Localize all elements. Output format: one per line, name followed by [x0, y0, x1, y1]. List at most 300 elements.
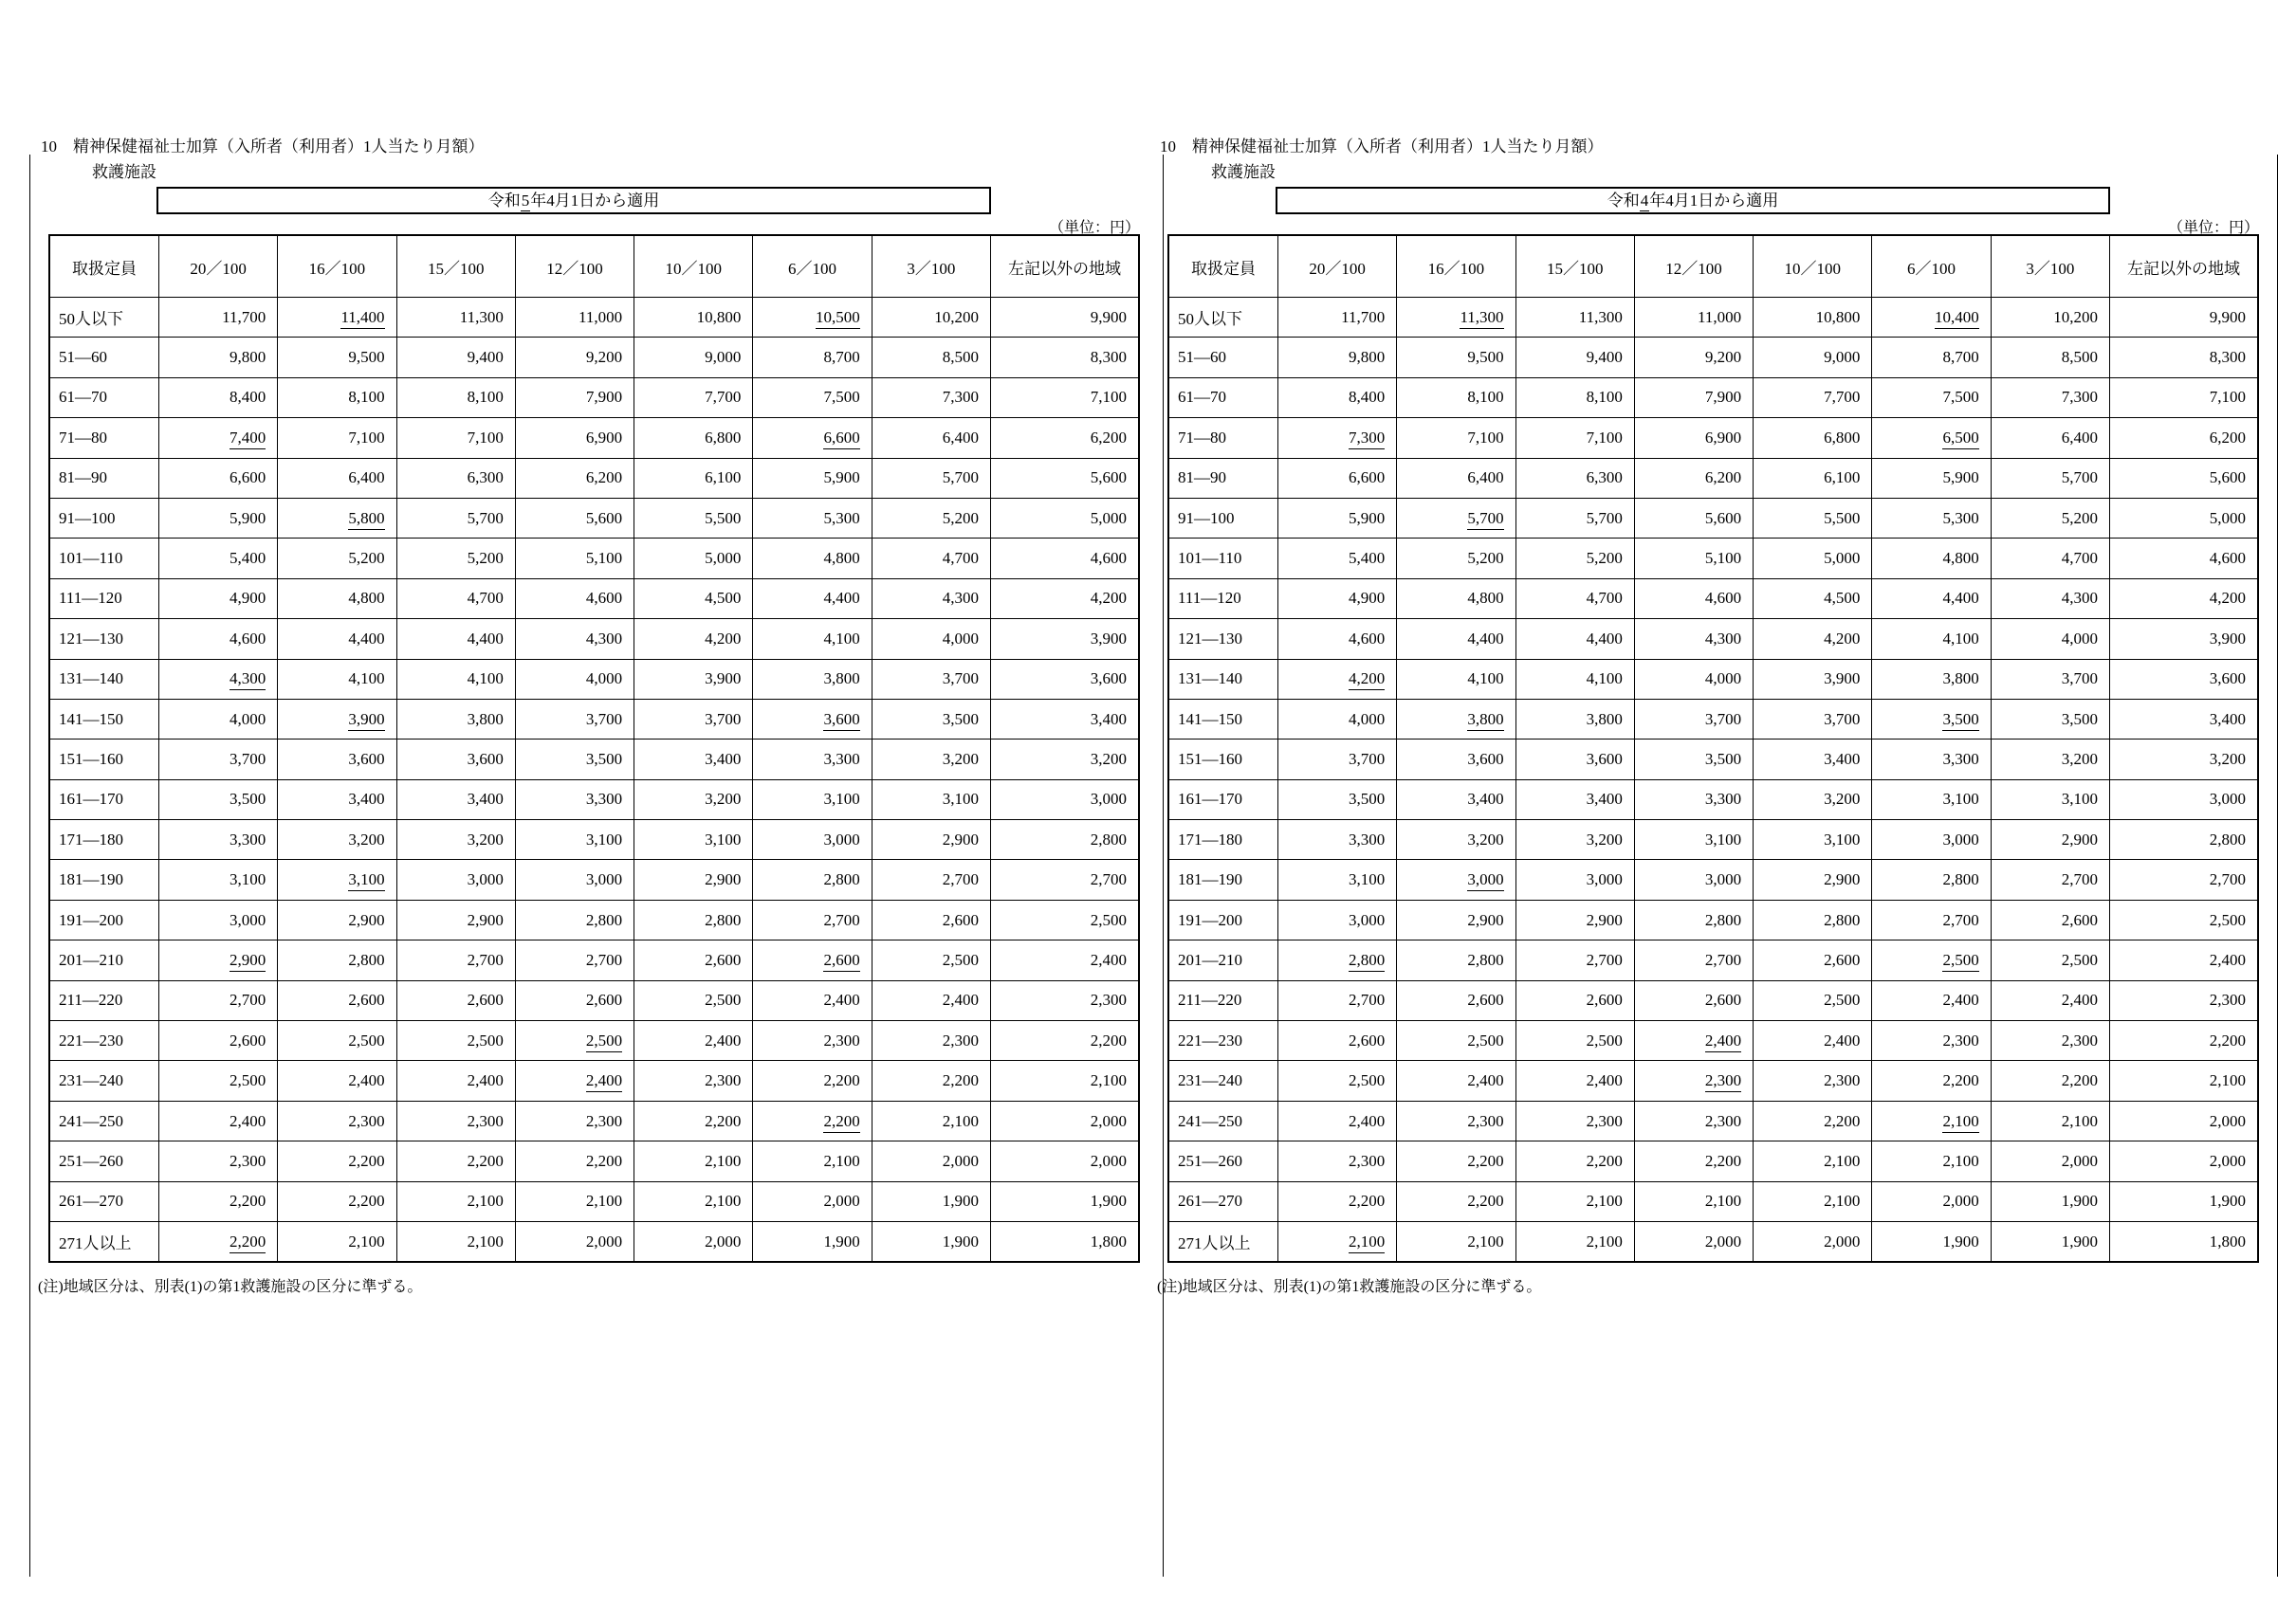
cell-value: 3,000 — [1872, 820, 1991, 860]
table-row — [1168, 1141, 2258, 1181]
cell-value: 2,100 — [753, 1141, 872, 1181]
row-label: 111—120 — [49, 578, 159, 618]
cell-value: 6,300 — [396, 458, 515, 498]
cell-value: 2,400 — [1991, 980, 2109, 1020]
cell-value: 2,300 — [1991, 1021, 2109, 1061]
application-date-banner — [156, 187, 991, 214]
cell-value: 2,200 — [159, 1221, 278, 1262]
cell-value: 8,700 — [1872, 338, 1991, 377]
cell-value: 4,600 — [1634, 578, 1753, 618]
cell-value: 2,600 — [1634, 980, 1753, 1020]
cell-value: 3,800 — [1397, 699, 1515, 739]
cell-value: 2,100 — [991, 1061, 1140, 1101]
cell-value: 4,500 — [1754, 578, 1872, 618]
cell-value: 2,100 — [634, 1181, 753, 1221]
cell-value: 6,600 — [753, 418, 872, 458]
cell-value: 4,400 — [396, 619, 515, 659]
table-row — [1168, 659, 2258, 699]
cell-value: 2,600 — [753, 940, 872, 980]
footnote: (注)地域区分は、別表(1)の第1救護施設の区分に準ずる。 — [1157, 1279, 1542, 1295]
cell-value: 11,300 — [1515, 298, 1634, 338]
cell-value: 6,400 — [278, 458, 396, 498]
cell-value: 2,200 — [1991, 1061, 2109, 1101]
column-header: 15／100 — [1515, 235, 1634, 298]
cell-value: 4,900 — [1278, 578, 1397, 618]
cell-value: 2,900 — [1754, 860, 1872, 900]
cell-value: 9,800 — [159, 338, 278, 377]
row-label: 111—120 — [1168, 578, 1278, 618]
cell-value: 3,100 — [753, 779, 872, 819]
cell-value: 8,100 — [1515, 377, 1634, 417]
row-label: 271人以上 — [49, 1221, 159, 1262]
cell-value: 3,700 — [1991, 659, 2109, 699]
cell-value: 1,900 — [1872, 1221, 1991, 1262]
cell-value: 11,000 — [515, 298, 634, 338]
cell-value: 2,200 — [2110, 1021, 2259, 1061]
cell-value: 2,800 — [1872, 860, 1991, 900]
row-label: 241—250 — [49, 1101, 159, 1141]
cell-value: 2,800 — [515, 900, 634, 940]
cell-value: 8,700 — [753, 338, 872, 377]
cell-value: 2,400 — [634, 1021, 753, 1061]
cell-value: 2,100 — [1397, 1221, 1515, 1262]
cell-value: 9,200 — [1634, 338, 1753, 377]
cell-value: 7,300 — [1278, 418, 1397, 458]
cell-value: 4,800 — [1397, 578, 1515, 618]
row-label: 191—200 — [1168, 900, 1278, 940]
cell-value: 2,100 — [1991, 1101, 2109, 1141]
cell-value: 2,400 — [396, 1061, 515, 1101]
column-header: 6／100 — [753, 235, 872, 298]
cell-value: 3,200 — [396, 820, 515, 860]
cell-value: 6,400 — [872, 418, 990, 458]
column-header: 3／100 — [1991, 235, 2109, 298]
cell-value: 2,400 — [1515, 1061, 1634, 1101]
cell-value: 5,700 — [396, 498, 515, 538]
cell-value: 3,000 — [2110, 779, 2259, 819]
cell-value: 1,900 — [991, 1181, 1140, 1221]
cell-value: 3,100 — [634, 820, 753, 860]
cell-value: 4,300 — [159, 659, 278, 699]
cell-value: 3,600 — [991, 659, 1140, 699]
cell-value: 2,800 — [753, 860, 872, 900]
cell-value: 3,400 — [634, 740, 753, 779]
cell-value: 2,100 — [1872, 1141, 1991, 1181]
cell-value: 6,200 — [2110, 418, 2259, 458]
cell-value: 6,800 — [1754, 418, 1872, 458]
column-header: 10／100 — [1754, 235, 1872, 298]
cell-value: 3,900 — [634, 659, 753, 699]
cell-value: 2,900 — [396, 900, 515, 940]
table-row — [1168, 1101, 2258, 1141]
cell-value: 2,200 — [1397, 1181, 1515, 1221]
cell-value: 3,200 — [278, 820, 396, 860]
table-row — [49, 418, 1139, 458]
row-label: 121—130 — [1168, 619, 1278, 659]
cell-value: 3,200 — [991, 740, 1140, 779]
cell-value: 2,200 — [278, 1141, 396, 1181]
cell-value: 5,200 — [1515, 539, 1634, 578]
cell-value: 2,500 — [872, 940, 990, 980]
row-label: 261—270 — [49, 1181, 159, 1221]
cell-value: 3,800 — [1515, 699, 1634, 739]
row-label: 141—150 — [1168, 699, 1278, 739]
row-label: 50人以下 — [49, 298, 159, 338]
cell-value: 3,000 — [396, 860, 515, 900]
cell-value: 2,700 — [1515, 940, 1634, 980]
cell-value: 6,800 — [634, 418, 753, 458]
cell-value: 2,100 — [872, 1101, 990, 1141]
table-row — [1168, 298, 2258, 338]
table-row — [49, 699, 1139, 739]
cell-value: 2,900 — [1515, 900, 1634, 940]
table-row — [1168, 1061, 2258, 1101]
cell-value: 3,200 — [634, 779, 753, 819]
row-label: 51—60 — [1168, 338, 1278, 377]
cell-value: 6,400 — [1991, 418, 2109, 458]
column-header: 15／100 — [396, 235, 515, 298]
cell-value: 2,300 — [1634, 1101, 1753, 1141]
cell-value: 4,000 — [1991, 619, 2109, 659]
cell-value: 3,400 — [396, 779, 515, 819]
cell-value: 9,200 — [515, 338, 634, 377]
cell-value: 2,800 — [1278, 940, 1397, 980]
cell-value: 2,800 — [1754, 900, 1872, 940]
cell-value: 3,600 — [278, 740, 396, 779]
cell-value: 3,500 — [1872, 699, 1991, 739]
cell-value: 3,500 — [1991, 699, 2109, 739]
cell-value: 5,700 — [872, 458, 990, 498]
row-label: 141—150 — [49, 699, 159, 739]
cell-value: 8,300 — [2110, 338, 2259, 377]
cell-value: 2,600 — [872, 900, 990, 940]
cell-value: 2,100 — [396, 1181, 515, 1221]
table-row — [49, 900, 1139, 940]
cell-value: 2,900 — [159, 940, 278, 980]
cell-value: 2,400 — [1397, 1061, 1515, 1101]
table-row — [1168, 377, 2258, 417]
cell-value: 8,500 — [872, 338, 990, 377]
row-label: 231—240 — [1168, 1061, 1278, 1101]
cell-value: 4,300 — [515, 619, 634, 659]
banner-suffix: 年4月1日から適用 — [530, 192, 660, 210]
row-label: 61—70 — [1168, 377, 1278, 417]
cell-value: 5,700 — [1991, 458, 2109, 498]
cell-value: 5,200 — [278, 539, 396, 578]
row-label: 151—160 — [49, 740, 159, 779]
table-row — [49, 377, 1139, 417]
cell-value: 2,800 — [634, 900, 753, 940]
cell-value: 4,100 — [1872, 619, 1991, 659]
column-header: 10／100 — [634, 235, 753, 298]
table-row — [1168, 980, 2258, 1020]
cell-value: 3,300 — [159, 820, 278, 860]
cell-value: 5,200 — [1991, 498, 2109, 538]
row-label: 71—80 — [1168, 418, 1278, 458]
cell-value: 2,200 — [1515, 1141, 1634, 1181]
cell-value: 2,000 — [2110, 1141, 2259, 1181]
table-row — [1168, 740, 2258, 779]
cell-value: 1,900 — [1991, 1221, 2109, 1262]
cell-value: 4,100 — [396, 659, 515, 699]
cell-value: 2,200 — [872, 1061, 990, 1101]
cell-value: 3,300 — [1634, 779, 1753, 819]
cell-value: 2,600 — [515, 980, 634, 1020]
cell-value: 9,800 — [1278, 338, 1397, 377]
cell-value: 1,800 — [991, 1221, 1140, 1262]
cell-value: 2,400 — [1634, 1021, 1753, 1061]
cell-value: 9,000 — [634, 338, 753, 377]
cell-value: 4,400 — [1872, 578, 1991, 618]
cell-value: 11,700 — [1278, 298, 1397, 338]
cell-value: 4,600 — [515, 578, 634, 618]
cell-value: 9,900 — [991, 298, 1140, 338]
cell-value: 3,000 — [515, 860, 634, 900]
cell-value: 2,100 — [1754, 1181, 1872, 1221]
cell-value: 3,700 — [872, 659, 990, 699]
table-row — [1168, 860, 2258, 900]
cell-value: 5,600 — [1634, 498, 1753, 538]
cell-value: 2,500 — [991, 900, 1140, 940]
cell-value: 2,200 — [278, 1181, 396, 1221]
cell-value: 3,800 — [1872, 659, 1991, 699]
cell-value: 3,100 — [872, 779, 990, 819]
cell-value: 7,300 — [1991, 377, 2109, 417]
cell-value: 3,300 — [753, 740, 872, 779]
cell-value: 4,300 — [872, 578, 990, 618]
cell-value: 2,800 — [1634, 900, 1753, 940]
cell-value: 4,600 — [1278, 619, 1397, 659]
cell-value: 3,600 — [1515, 740, 1634, 779]
cell-value: 4,000 — [515, 659, 634, 699]
cell-value: 3,700 — [1634, 699, 1753, 739]
row-label: 201—210 — [49, 940, 159, 980]
cell-value: 5,000 — [2110, 498, 2259, 538]
cell-value: 2,100 — [1754, 1141, 1872, 1181]
cell-value: 6,600 — [1278, 458, 1397, 498]
row-label: 211—220 — [49, 980, 159, 1020]
cell-value: 2,400 — [2110, 940, 2259, 980]
cell-value: 4,200 — [1278, 659, 1397, 699]
cell-value: 3,100 — [1634, 820, 1753, 860]
cell-value: 8,300 — [991, 338, 1140, 377]
row-label: 221—230 — [49, 1021, 159, 1061]
era-year: 5 — [521, 192, 530, 210]
footnote: (注)地域区分は、別表(1)の第1救護施設の区分に準ずる。 — [38, 1279, 423, 1295]
cell-value: 9,500 — [278, 338, 396, 377]
cell-value: 1,900 — [1991, 1181, 2109, 1221]
table-row — [49, 740, 1139, 779]
cell-value: 2,300 — [872, 1021, 990, 1061]
cell-value: 4,400 — [753, 578, 872, 618]
cell-value: 4,400 — [1397, 619, 1515, 659]
cell-value: 5,100 — [515, 539, 634, 578]
cell-value: 2,700 — [159, 980, 278, 1020]
fee-table-reiwa4 — [1167, 234, 2259, 1263]
cell-value: 3,400 — [2110, 699, 2259, 739]
cell-value: 5,200 — [1397, 539, 1515, 578]
fee-table-reiwa5 — [48, 234, 1140, 1263]
cell-value: 7,100 — [2110, 377, 2259, 417]
row-label: 231—240 — [49, 1061, 159, 1101]
cell-value: 3,100 — [1278, 860, 1397, 900]
cell-value: 10,200 — [1991, 298, 2109, 338]
cell-value: 2,900 — [1397, 900, 1515, 940]
cell-value: 3,900 — [2110, 619, 2259, 659]
cell-value: 7,500 — [1872, 377, 1991, 417]
cell-value: 4,100 — [753, 619, 872, 659]
cell-value: 4,200 — [991, 578, 1140, 618]
cell-value: 4,000 — [1278, 699, 1397, 739]
cell-value: 5,400 — [159, 539, 278, 578]
cell-value: 6,200 — [515, 458, 634, 498]
cell-value: 2,600 — [1515, 980, 1634, 1020]
cell-value: 8,500 — [1991, 338, 2109, 377]
cell-value: 3,700 — [159, 740, 278, 779]
cell-value: 3,500 — [872, 699, 990, 739]
cell-value: 2,200 — [1278, 1181, 1397, 1221]
row-label: 81—90 — [49, 458, 159, 498]
cell-value: 2,300 — [1634, 1061, 1753, 1101]
cell-value: 2,700 — [1634, 940, 1753, 980]
cell-value: 3,100 — [1754, 820, 1872, 860]
cell-value: 2,000 — [991, 1101, 1140, 1141]
cell-value: 2,400 — [991, 940, 1140, 980]
table-row — [1168, 498, 2258, 538]
cell-value: 2,300 — [159, 1141, 278, 1181]
table-row — [1168, 1221, 2258, 1262]
cell-value: 6,100 — [634, 458, 753, 498]
cell-value: 5,300 — [753, 498, 872, 538]
cell-value: 3,000 — [991, 779, 1140, 819]
cell-value: 2,300 — [634, 1061, 753, 1101]
cell-value: 2,200 — [753, 1061, 872, 1101]
cell-value: 3,400 — [991, 699, 1140, 739]
cell-value: 2,100 — [278, 1221, 396, 1262]
cell-value: 3,200 — [872, 740, 990, 779]
table-row — [49, 1061, 1139, 1101]
table-row — [49, 1101, 1139, 1141]
cell-value: 6,900 — [515, 418, 634, 458]
cell-value: 2,600 — [396, 980, 515, 1020]
cell-value: 5,800 — [278, 498, 396, 538]
cell-value: 3,000 — [1515, 860, 1634, 900]
column-header: 左記以外の地域 — [991, 235, 1140, 298]
cell-value: 8,400 — [159, 377, 278, 417]
row-label: 251—260 — [1168, 1141, 1278, 1181]
cell-value: 2,300 — [753, 1021, 872, 1061]
table-row — [1168, 900, 2258, 940]
cell-value: 2,400 — [278, 1061, 396, 1101]
cell-value: 2,600 — [159, 1021, 278, 1061]
cell-value: 3,700 — [515, 699, 634, 739]
cell-value: 2,400 — [1278, 1101, 1397, 1141]
facility-type-label: 救護施設 — [1211, 163, 1276, 181]
row-label: 211—220 — [1168, 980, 1278, 1020]
cell-value: 5,700 — [1397, 498, 1515, 538]
cell-value: 4,700 — [872, 539, 990, 578]
table-row — [49, 860, 1139, 900]
cell-value: 3,500 — [515, 740, 634, 779]
cell-value: 3,200 — [1397, 820, 1515, 860]
page-title: 10 精神保健福祉士加算（入所者（利用者）1人当たり月額） — [41, 137, 485, 155]
table-row — [1168, 779, 2258, 819]
row-label: 81—90 — [1168, 458, 1278, 498]
cell-value: 2,800 — [991, 820, 1140, 860]
cell-value: 5,700 — [1515, 498, 1634, 538]
cell-value: 1,900 — [2110, 1181, 2259, 1221]
table-row — [1168, 539, 2258, 578]
cell-value: 3,800 — [396, 699, 515, 739]
table-row — [1168, 1021, 2258, 1061]
table-row — [49, 1221, 1139, 1262]
cell-value: 4,300 — [1634, 619, 1753, 659]
cell-value: 2,300 — [1397, 1101, 1515, 1141]
column-header: 12／100 — [1634, 235, 1753, 298]
table-row — [49, 338, 1139, 377]
cell-value: 4,700 — [396, 578, 515, 618]
column-header: 16／100 — [1397, 235, 1515, 298]
cell-value: 5,000 — [991, 498, 1140, 538]
cell-value: 4,200 — [2110, 578, 2259, 618]
cell-value: 2,500 — [515, 1021, 634, 1061]
cell-value: 3,000 — [1634, 860, 1753, 900]
cell-value: 2,300 — [515, 1101, 634, 1141]
cell-value: 4,200 — [634, 619, 753, 659]
cell-value: 4,000 — [872, 619, 990, 659]
row-label: 91—100 — [49, 498, 159, 538]
cell-value: 2,000 — [2110, 1101, 2259, 1141]
cell-value: 2,100 — [396, 1221, 515, 1262]
cell-value: 5,600 — [515, 498, 634, 538]
row-label: 201—210 — [1168, 940, 1278, 980]
row-label: 91—100 — [1168, 498, 1278, 538]
row-label: 50人以下 — [1168, 298, 1278, 338]
cell-value: 1,900 — [872, 1221, 990, 1262]
cell-value: 2,200 — [991, 1021, 1140, 1061]
row-label: 61—70 — [49, 377, 159, 417]
table-row — [1168, 418, 2258, 458]
cell-value: 2,700 — [1991, 860, 2109, 900]
table-row — [1168, 458, 2258, 498]
cell-value: 6,100 — [1754, 458, 1872, 498]
cell-value: 9,900 — [2110, 298, 2259, 338]
row-label: 261—270 — [1168, 1181, 1278, 1221]
cell-value: 2,700 — [991, 860, 1140, 900]
cell-value: 2,600 — [1991, 900, 2109, 940]
cell-value: 2,300 — [1872, 1021, 1991, 1061]
cell-value: 4,100 — [1515, 659, 1634, 699]
cell-value: 3,100 — [278, 860, 396, 900]
cell-value: 4,100 — [278, 659, 396, 699]
column-header: 取扱定員 — [1168, 235, 1278, 298]
cell-value: 3,000 — [1397, 860, 1515, 900]
cell-value: 3,600 — [1397, 740, 1515, 779]
cell-value: 3,400 — [278, 779, 396, 819]
cell-value: 2,400 — [515, 1061, 634, 1101]
table-row — [49, 1181, 1139, 1221]
cell-value: 2,600 — [634, 940, 753, 980]
cell-value: 2,300 — [396, 1101, 515, 1141]
era-year: 4 — [1640, 192, 1649, 210]
row-label: 161—170 — [1168, 779, 1278, 819]
cell-value: 4,800 — [753, 539, 872, 578]
cell-value: 2,000 — [1872, 1181, 1991, 1221]
cell-value: 4,000 — [159, 699, 278, 739]
cell-value: 3,100 — [1991, 779, 2109, 819]
column-header: 20／100 — [1278, 235, 1397, 298]
cell-value: 4,200 — [1754, 619, 1872, 659]
